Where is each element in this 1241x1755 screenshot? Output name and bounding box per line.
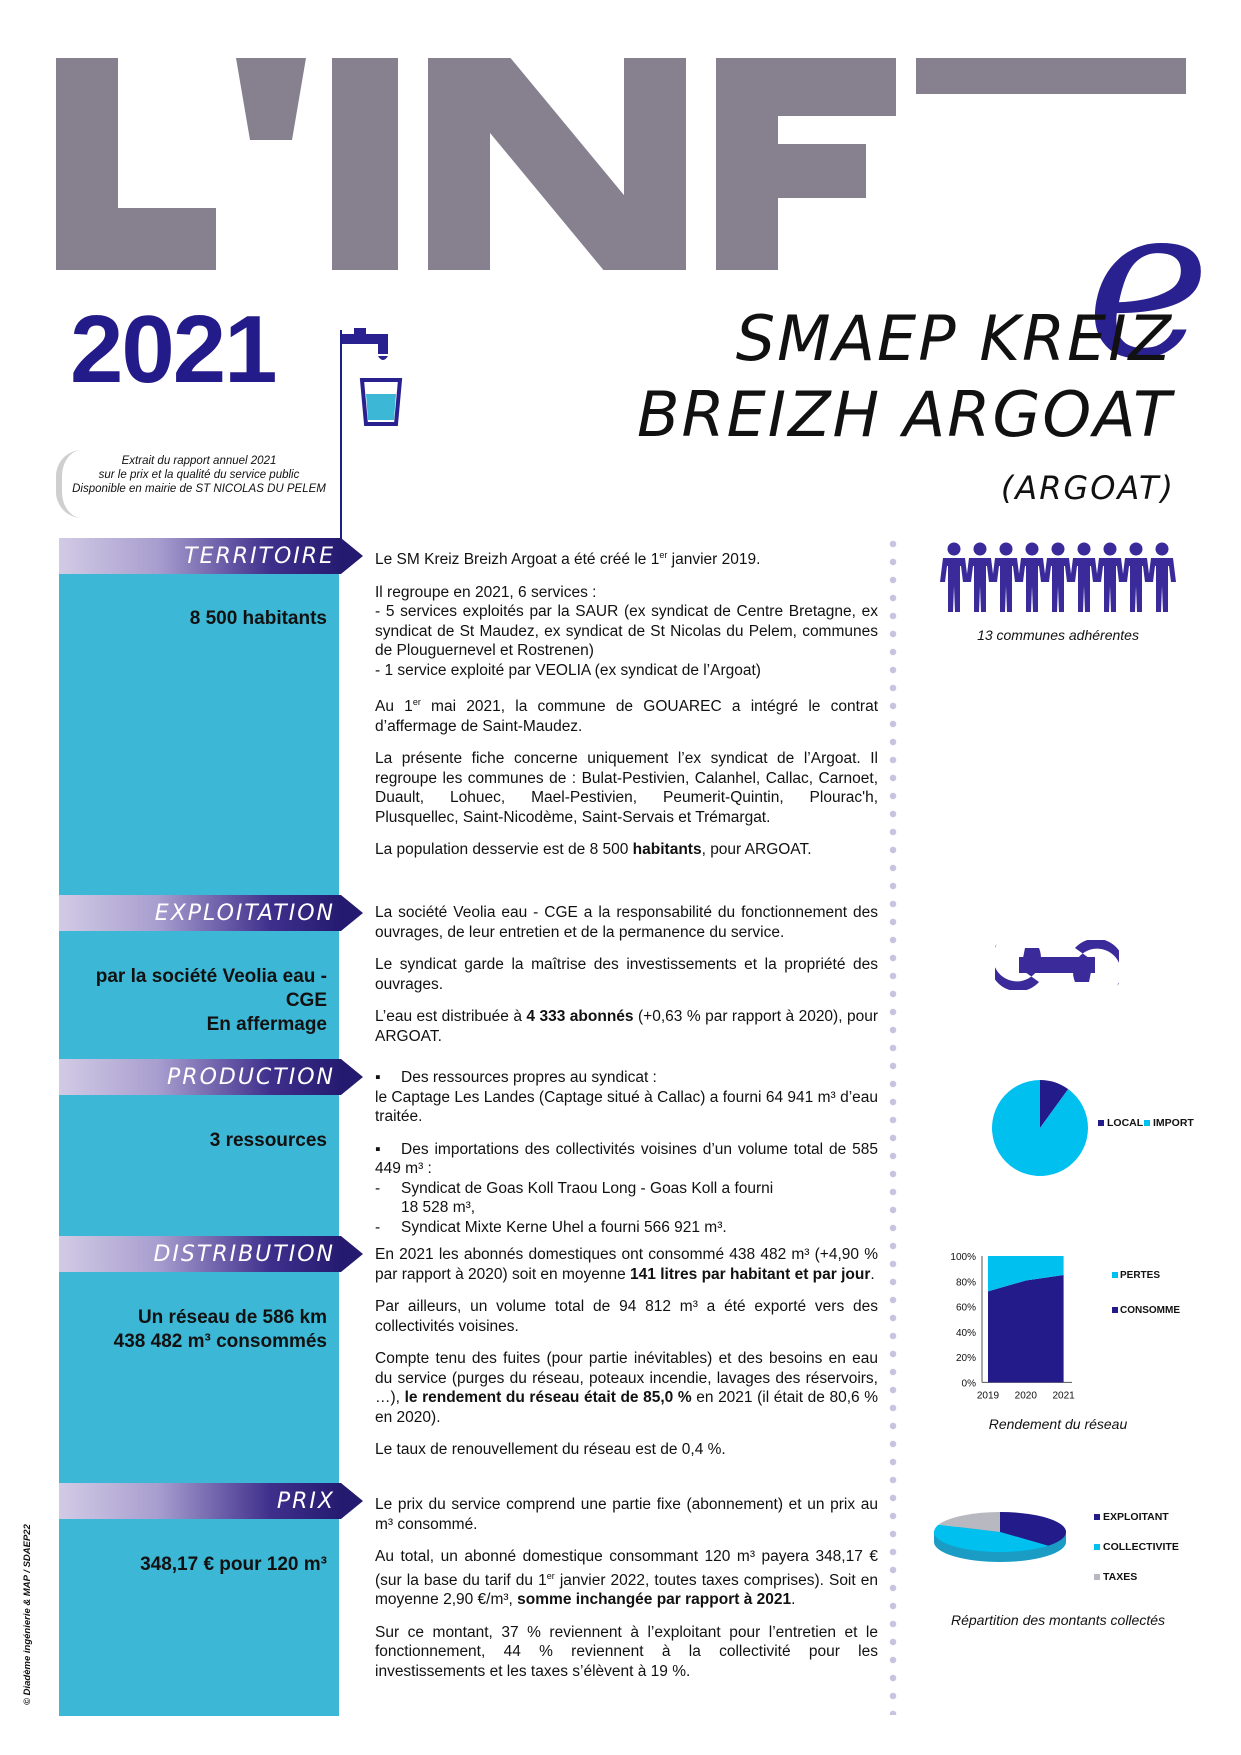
y-tick-label: 40%: [955, 1327, 976, 1339]
logo-e-letter: e: [1086, 160, 1211, 405]
y-tick-label: 100%: [950, 1252, 976, 1263]
org-name-line2: BREIZH ARGOAT: [637, 378, 1173, 451]
section-header-territoire: TERRITOIRE: [59, 538, 359, 574]
production-value: 3 ressources: [209, 1130, 327, 1151]
legend-pertes-swatch: [1112, 1272, 1118, 1278]
copyright-credit: © Diadème ingénierie & MAP / SDAEP22: [22, 1524, 33, 1705]
legend-local: LOCAL: [1098, 1117, 1143, 1129]
people-icon: [940, 542, 1176, 619]
territoire-value: 8 500 habitants: [189, 608, 327, 629]
distribution-text: En 2021 les abonnés domestiques ont consommé 438 482 m³ (+4,90 % par rapport à 2020) soit en moyenne 141 litres par habitant et par jour. Par ailleurs, un volume total de 94 812 m³ a été exporté vers des collectivités voisines. Compte tenu des fuites (pour partie inévitables) et des besoins en eau du service (purges du réseau, poteaux incendie, lavages des réservoirs, …), le rendement du réseau était de 85,0 % en 2021 (il était de 80,6 % en 2020). Le taux de renouvellement du réseau est de 0,4 %.: [375, 1246, 879, 1458]
network-yield-chart: [940, 1246, 1190, 1411]
y-tick-label: 20%: [955, 1353, 976, 1365]
legend-taxes: TAXES: [1094, 1571, 1137, 1583]
network-caption: Rendement du réseau: [988, 1416, 1128, 1432]
legend-exploitant: EXPLOITANT: [1094, 1511, 1169, 1523]
x-tick-label: 2019: [976, 1390, 1000, 1402]
legend-consomme-swatch: [1112, 1307, 1118, 1313]
tap-glass-icon: [342, 328, 422, 433]
x-tick-label: 2021: [1052, 1390, 1075, 1402]
y-tick-label: 80%: [955, 1277, 976, 1289]
prix-value: 348,17 € pour 120 m³: [140, 1554, 327, 1575]
org-name-line3: (ARGOAT): [1000, 469, 1175, 507]
repartition-caption: Répartition des montants collectés: [951, 1612, 1165, 1628]
report-extract-note: Extrait du rapport annuel 2021 sur le prix et la qualité du service public Disponible en mairie de ST NICOLAS DU PELEM: [64, 454, 334, 496]
dotted-separator: [889, 535, 897, 1715]
production-text: ▪ Des ressources propres au syndicat : le Captage Les Landes (Captage situé à Callac) a fourni 64 941 m³ d’eau traitée. ▪ Des importations des collectivités voisines d’un volume total de 585 449 m³ : - Syndicat de Goas Koll Traou Long - Goas Koll a fourni 18 528 m³, - Syndicat Mixte Kerne Uhel a fourni 566 921 m³.: [375, 1069, 878, 1236]
repartition-pie-chart: [930, 1508, 1070, 1583]
exploitation-value: par la société Veolia eau - CGE En affermage: [95, 966, 327, 1035]
year-title: 2021: [70, 296, 276, 403]
legend-pertes: PERTES: [1120, 1270, 1161, 1281]
tap-divider-line: [340, 330, 342, 540]
pie-slice-import: [992, 1080, 1088, 1176]
prix-text: Le prix du service comprend une partie fixe (abonnement) et un prix au m³ consommé. Au total, un abonné domestique consommant 120 m³ payera 348,17 € (sur la base du tarif du 1er janvier 2022, toutes taxes comprises). Soit en moyenne 2,90 €/m³, somme inchangée par rapport à 2021. Sur ce montant, 37 % reviennent à l’exploitant pour l’entretien et le fonctionnement, 44 % reviennent à la collectivité pour les investissements et les taxes s’élèvent à 19 %.: [375, 1496, 878, 1680]
left-panel: [59, 538, 339, 1716]
section-header-prix: PRIX: [59, 1483, 359, 1519]
communes-caption: 13 communes adhérentes: [977, 627, 1139, 643]
x-tick-label: 2020: [1014, 1390, 1037, 1402]
legend-import: IMPORT: [1144, 1117, 1194, 1129]
y-tick-label: 0%: [961, 1378, 976, 1390]
wrench-icon: [995, 940, 1119, 995]
legend-collectivite: COLLECTIVITE: [1094, 1541, 1179, 1553]
production-pie-chart: [990, 1078, 1090, 1183]
section-header-production: PRODUCTION: [59, 1059, 359, 1095]
section-header-distribution: DISTRIBUTION: [59, 1236, 359, 1272]
distribution-value: Un réseau de 586 km 438 482 m³ consommés: [113, 1307, 327, 1352]
exploitation-text: La société Veolia eau - CGE a la responsabilité du fonctionnement des ouvrages, de leur entretien et de la permanence du service. Le syndicat garde la maîtrise des investissements et la propriété des ouvrages. L’eau est distribuée à 4 333 abonnés (+0,63 % par rapport à 2020), pour ARGOAT.: [375, 904, 879, 1045]
org-name-line1: SMAEP KREIZ: [735, 302, 1173, 375]
y-tick-label: 60%: [955, 1302, 976, 1314]
series-consomme-area: [988, 1275, 1064, 1382]
legend-consomme: CONSOMME: [1120, 1305, 1180, 1316]
section-header-exploitation: EXPLOITATION: [59, 895, 359, 931]
territoire-text: Le SM Kreiz Breizh Argoat a été créé le 1er janvier 2019. Il regroupe en 2021, 6 services : - 5 services exploités par la SAUR (ex syndicat de Centre Bretagne, ex syndicat de St Maudez, ex syndicat de St Nicolas du Pelem, communes de Plouguernevel et Rostrenen) - 1 service exploité par VEOLIA (ex syndicat de l’Argoat) Au 1er mai 2021, la commune de GOUAREC a intégré le contrat d’affermage de Saint-Maudez. La présente fiche concerne uniquement l’ex syndicat de l’Argoat. Il regroupe les communes de : Bulat-Pestivien, Calanhel, Callac, Carnoet, Duault, Lohuec, Mael-Pestivien, Peumerit-Quintin, Plourac'h, Plusquellec, Saint-Nicodème, Saint-Servais et Trémargat. La population desservie est de 8 500 habitants, pour ARGOAT.: [375, 550, 878, 859]
